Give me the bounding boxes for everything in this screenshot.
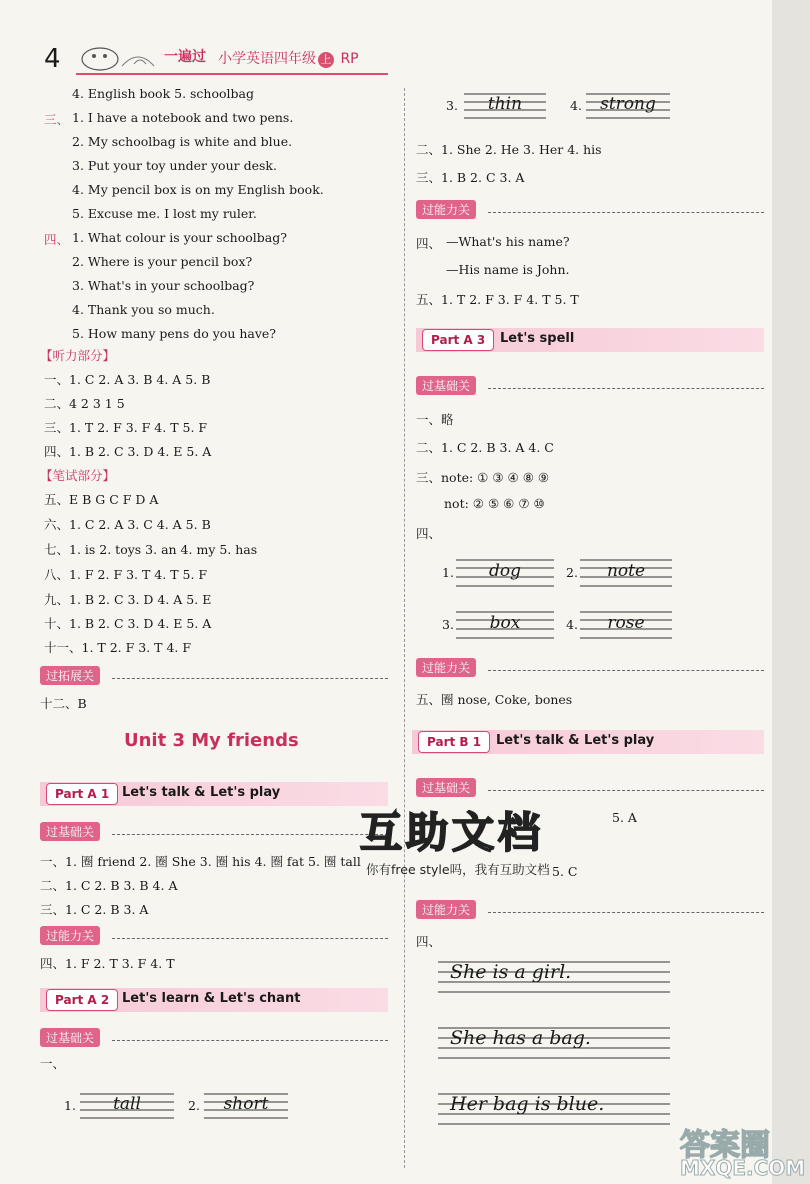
answer-line: 一、略: [416, 412, 454, 427]
handwriting-sentence: She has a bag.: [450, 1027, 591, 1049]
answer-line: 九、1. B 2. C 3. D 4. A 5. E: [44, 592, 212, 607]
answer-line: 2. Where is your pencil box?: [72, 254, 253, 269]
answer-line: 三、1. B 2. C 3. A: [416, 170, 525, 185]
unit-title: Unit 3 My friends: [124, 730, 299, 751]
section-label: 四、: [416, 934, 442, 949]
answer-line: 一、1. 圈 friend 2. 圈 She 3. 圈 his 4. 圈 fat 5. 圈 tall: [40, 854, 361, 869]
handwriting-answer: 3. thin: [446, 94, 523, 114]
answer-line: 八、1. F 2. F 3. T 4. T 5. F: [44, 567, 208, 582]
part-badge: Part B 1: [418, 731, 490, 753]
watermark-title: 互助文档: [360, 808, 545, 857]
header-underline: [76, 73, 388, 75]
answer-line: 三、1. T 2. F 3. F 4. T 5. F: [44, 420, 208, 435]
answer-line: 三、note: ① ③ ④ ⑧ ⑨: [416, 470, 550, 485]
answer-line: 3. Put your toy under your desk.: [72, 158, 277, 173]
answer-line: 5. Excuse me. I lost my ruler.: [72, 206, 257, 221]
answer-line: 七、1. is 2. toys 3. an 4. my 5. has: [44, 542, 258, 557]
answer-line: 二、1. She 2. He 3. Her 4. his: [416, 142, 602, 157]
tag-ability: 过能力关: [416, 658, 476, 677]
tag-extend: 过拓展关: [40, 666, 100, 685]
part-title: Let's talk & Let's play: [496, 733, 655, 748]
handwriting-answer: 3. box: [442, 613, 521, 633]
answer-line: 五、1. T 2. F 3. F 4. T 5. T: [416, 292, 579, 307]
tag-ability: 过能力关: [416, 900, 476, 919]
answer-line: 四、1. F 2. T 3. F 4. T: [40, 956, 175, 971]
answer-fragment: 5. A: [612, 810, 637, 825]
answer-line: 五、圈 nose, Coke, bones: [416, 692, 573, 707]
section-label: 一、: [40, 1056, 66, 1071]
part-title: Let's learn & Let's chant: [122, 991, 301, 1006]
handwriting-answer: 2. short: [188, 1094, 269, 1114]
answer-line: 十一、1. T 2. F 3. T 4. F: [44, 640, 192, 655]
part-badge: Part A 3: [422, 329, 494, 351]
dashed-rule: [488, 670, 764, 671]
handwriting-sentence: She is a girl.: [450, 961, 572, 983]
watermark-site-cn: 答案圈: [680, 1128, 770, 1163]
part-a1-banner: [40, 782, 388, 806]
tag-basic: 过基础关: [416, 778, 476, 797]
answer-line: 一、1. C 2. A 3. B 4. A 5. B: [44, 372, 211, 387]
answer-line: 十、1. B 2. C 3. D 4. E 5. A: [44, 616, 212, 631]
handwriting-answer: 4. strong: [570, 94, 656, 114]
answer-line: 4. English book 5. schoolbag: [72, 86, 254, 101]
handwriting-answer: 1. dog: [442, 561, 521, 581]
handwriting-answer: 4. rose: [566, 613, 645, 633]
edition: RP: [340, 51, 359, 67]
watermark-slogan: 你有free style吗，我有互助文档: [366, 862, 550, 877]
tag-basic: 过基础关: [40, 822, 100, 841]
dashed-rule: [112, 678, 388, 679]
page-header: [40, 42, 390, 76]
page-number: 4: [44, 44, 61, 74]
answer-fragment: 5. C: [552, 864, 578, 879]
handwriting-answer: 1. tall: [64, 1094, 141, 1114]
brand-name: 一遍过: [164, 49, 206, 65]
answer-line: not: ② ⑤ ⑥ ⑦ ⑩: [444, 496, 545, 511]
tag-ability: 过能力关: [416, 200, 476, 219]
book-title: 小学英语四年级 上 RP: [218, 51, 359, 67]
dashed-rule: [488, 212, 764, 213]
part-a3-banner: [416, 328, 764, 352]
dashed-rule: [488, 912, 764, 913]
section-label: 四、: [416, 526, 442, 541]
tag-basic: 过基础关: [40, 1028, 100, 1047]
answer-line: 5. How many pens do you have?: [72, 326, 277, 341]
tag-ability: 过能力关: [40, 926, 100, 945]
part-a2-banner: [40, 988, 388, 1012]
answer-line: 二、4 2 3 1 5: [44, 396, 125, 411]
answer-line: 4. Thank you so much.: [72, 302, 215, 317]
grade-mark: 上: [318, 52, 334, 68]
answer-line: 4. My pencil box is on my English book.: [72, 182, 324, 197]
section-label: 三、: [44, 112, 70, 127]
answer-line: 二、1. C 2. B 3. A 4. C: [416, 440, 554, 455]
section-label: 四、: [416, 236, 442, 251]
dashed-rule: [112, 938, 388, 939]
writing-heading: 【笔试部分】: [40, 468, 116, 483]
answer-line: 3. What's in your schoolbag?: [72, 278, 255, 293]
watermark-site-url: MXQE.COM: [680, 1156, 806, 1180]
answer-line: 2. My schoolbag is white and blue.: [72, 134, 293, 149]
answer-line: 四、1. B 2. C 3. D 4. E 5. A: [44, 444, 212, 459]
part-title: Let's spell: [500, 331, 575, 346]
dashed-rule: [488, 388, 764, 389]
section-label: 四、: [44, 232, 70, 247]
listening-heading: 【听力部分】: [40, 348, 116, 363]
answer-line: 六、1. C 2. A 3. C 4. A 5. B: [44, 517, 211, 532]
dashed-rule: [488, 790, 764, 791]
answer-line: 三、1. C 2. B 3. A: [40, 902, 149, 917]
part-title: Let's talk & Let's play: [122, 785, 281, 800]
answer-line: 1. I have a notebook and two pens.: [72, 110, 294, 125]
tag-basic: 过基础关: [416, 376, 476, 395]
answer-line: —What's his name?: [446, 234, 570, 249]
handwriting-answer: 2. note: [566, 561, 646, 581]
answer-line: 二、1. C 2. B 3. B 4. A: [40, 878, 178, 893]
answer-line: 1. What colour is your schoolbag?: [72, 230, 287, 245]
next-page-edge: [772, 0, 810, 1184]
answer-line: —His name is John.: [446, 262, 570, 277]
part-b1-banner: [412, 730, 764, 754]
part-badge: Part A 2: [46, 989, 118, 1011]
answer-line: 十二、B: [40, 696, 87, 711]
dashed-rule: [112, 1040, 388, 1041]
answer-line: 五、E B G C F D A: [44, 492, 159, 507]
handwriting-sentence: Her bag is blue.: [450, 1093, 605, 1115]
column-divider: [404, 88, 405, 1168]
dashed-rule: [112, 834, 388, 835]
part-badge: Part A 1: [46, 783, 118, 805]
